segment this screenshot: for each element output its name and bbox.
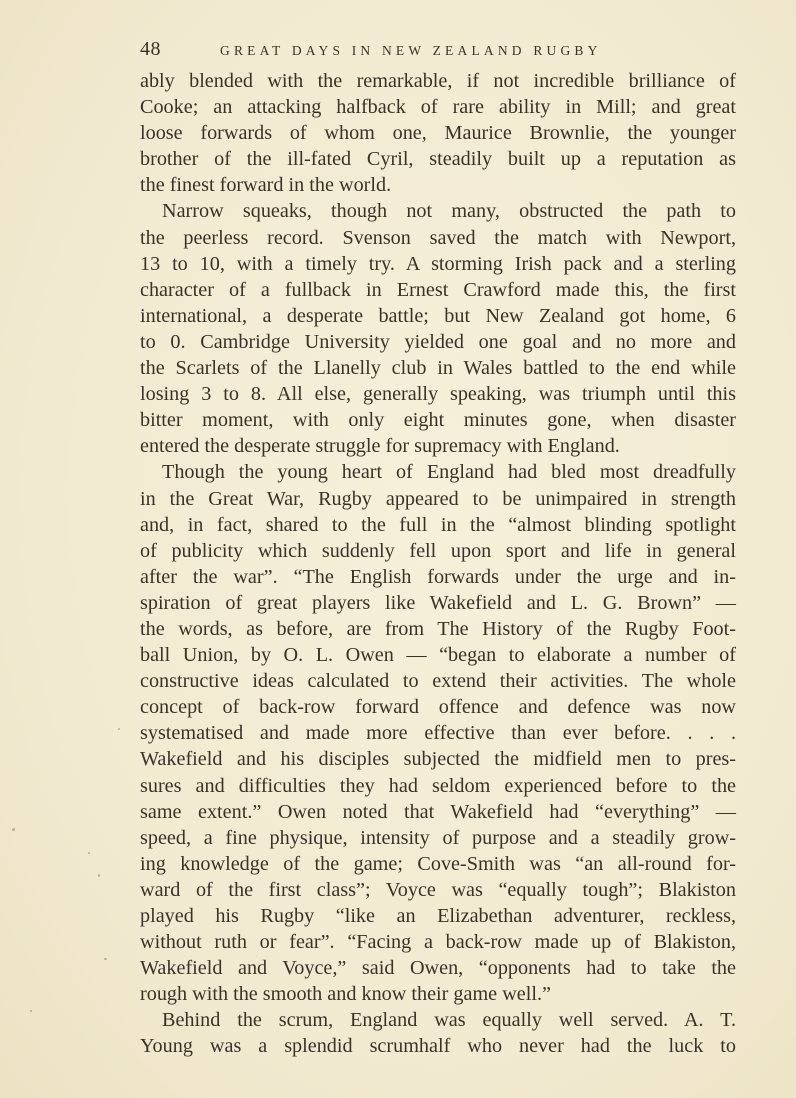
text-line: played his Rugby “like an Elizabethan adventurer, reckless, <box>140 905 736 927</box>
text-line: ball Union, by O. L. Owen — “began to elaborate a number of <box>140 644 736 667</box>
text-line: and, in fact, shared to the full in the “almost blinding spotlight <box>140 513 736 536</box>
text-line: the finest forward in the world. <box>140 174 392 197</box>
paper-speck <box>104 958 107 960</box>
text-line: rough with the smooth and know their game well.” <box>140 983 551 1006</box>
text-line: in the Great War, Rugby appeared to be unimpaired in strength <box>140 487 736 510</box>
body-text <box>140 68 736 1060</box>
text-line: constructive ideas calculated to extend their activities. The whole <box>140 670 736 693</box>
text-line: bitter moment, with only eight minutes gone, when disaster <box>140 409 736 432</box>
text-line: ing knowledge of the game; Cove-Smith was “an all-round for- <box>140 852 736 875</box>
paper-speck <box>98 874 100 877</box>
text-line: international, a desperate battle; but New Zealand got home, 6 <box>140 304 736 327</box>
text-line: the words, as before, are from The History of the Rugby Foot- <box>140 617 736 640</box>
text-line: speed, a fine physique, intensity of purpose and a steadily grow- <box>140 826 736 849</box>
text-line: entered the desperate struggle for supremacy with England. <box>140 435 620 458</box>
paper-speck <box>30 1010 32 1012</box>
running-title: GREAT DAYS IN NEW ZEALAND RUGBY <box>220 43 602 58</box>
text-line: brother of the ill-fated Cyril, steadily built up a reputation as <box>140 148 736 171</box>
text-line: systematised and made more effective than ever before. . . . <box>140 722 736 745</box>
paper-speck <box>12 828 15 831</box>
running-head <box>140 38 740 66</box>
text-line: Narrow squeaks, though not many, obstructed the path to <box>162 200 736 223</box>
text-line: Behind the scrum, England was equally well served. A. T. <box>162 1009 736 1032</box>
text-line: sures and difficulties they had seldom experienced before to the <box>140 774 736 797</box>
page-number: 48 <box>140 38 161 60</box>
text-line: same extent.” Owen noted that Wakefield had “everything” — <box>140 800 736 823</box>
text-line: ward of the first class”; Voyce was “equally tough”; Blakiston <box>140 878 736 901</box>
text-line: character of a fullback in Ernest Crawford made this, the first <box>140 278 736 301</box>
text-line: Wakefield and Voyce,” said Owen, “opponents had to take the <box>140 957 736 980</box>
text-line: Wakefield and his disciples subjected the midfield men to pres- <box>140 748 736 771</box>
text-line: ably blended with the remarkable, if not incredible brilliance of <box>140 70 736 92</box>
paper-speck <box>118 728 120 730</box>
text-line: after the war”. “The English forwards under the urge and in- <box>140 565 736 588</box>
text-line: the peerless record. Svenson saved the match with Newport, <box>140 226 736 249</box>
text-line: concept of back-row forward offence and defence was now <box>140 696 736 719</box>
paper-speck <box>88 852 90 854</box>
text-line: of publicity which suddenly fell upon sport and life in general <box>140 539 736 562</box>
text-line: the Scarlets of the Llanelly club in Wales battled to the end while <box>140 357 736 380</box>
text-line: Young was a splendid scrumhalf who never had the luck to <box>140 1035 736 1058</box>
text-line: losing 3 to 8. All else, generally speaking, was triumph until this <box>140 383 736 406</box>
text-line: Though the young heart of England had bled most dreadfully <box>162 461 736 484</box>
text-line: loose forwards of whom one, Maurice Brownlie, the younger <box>140 122 736 145</box>
text-line: spiration of great players like Wakefield and L. G. Brown” — <box>140 591 736 614</box>
text-line: without ruth or fear”. “Facing a back-row made up of Blakiston, <box>140 931 736 954</box>
text-line: to 0. Cambridge University yielded one goal and no more and <box>140 330 736 353</box>
text-line: Cooke; an attacking halfback of rare ability in Mill; and great <box>140 96 736 119</box>
text-line: 13 to 10, with a timely try. A storming Irish pack and a sterling <box>140 252 736 275</box>
